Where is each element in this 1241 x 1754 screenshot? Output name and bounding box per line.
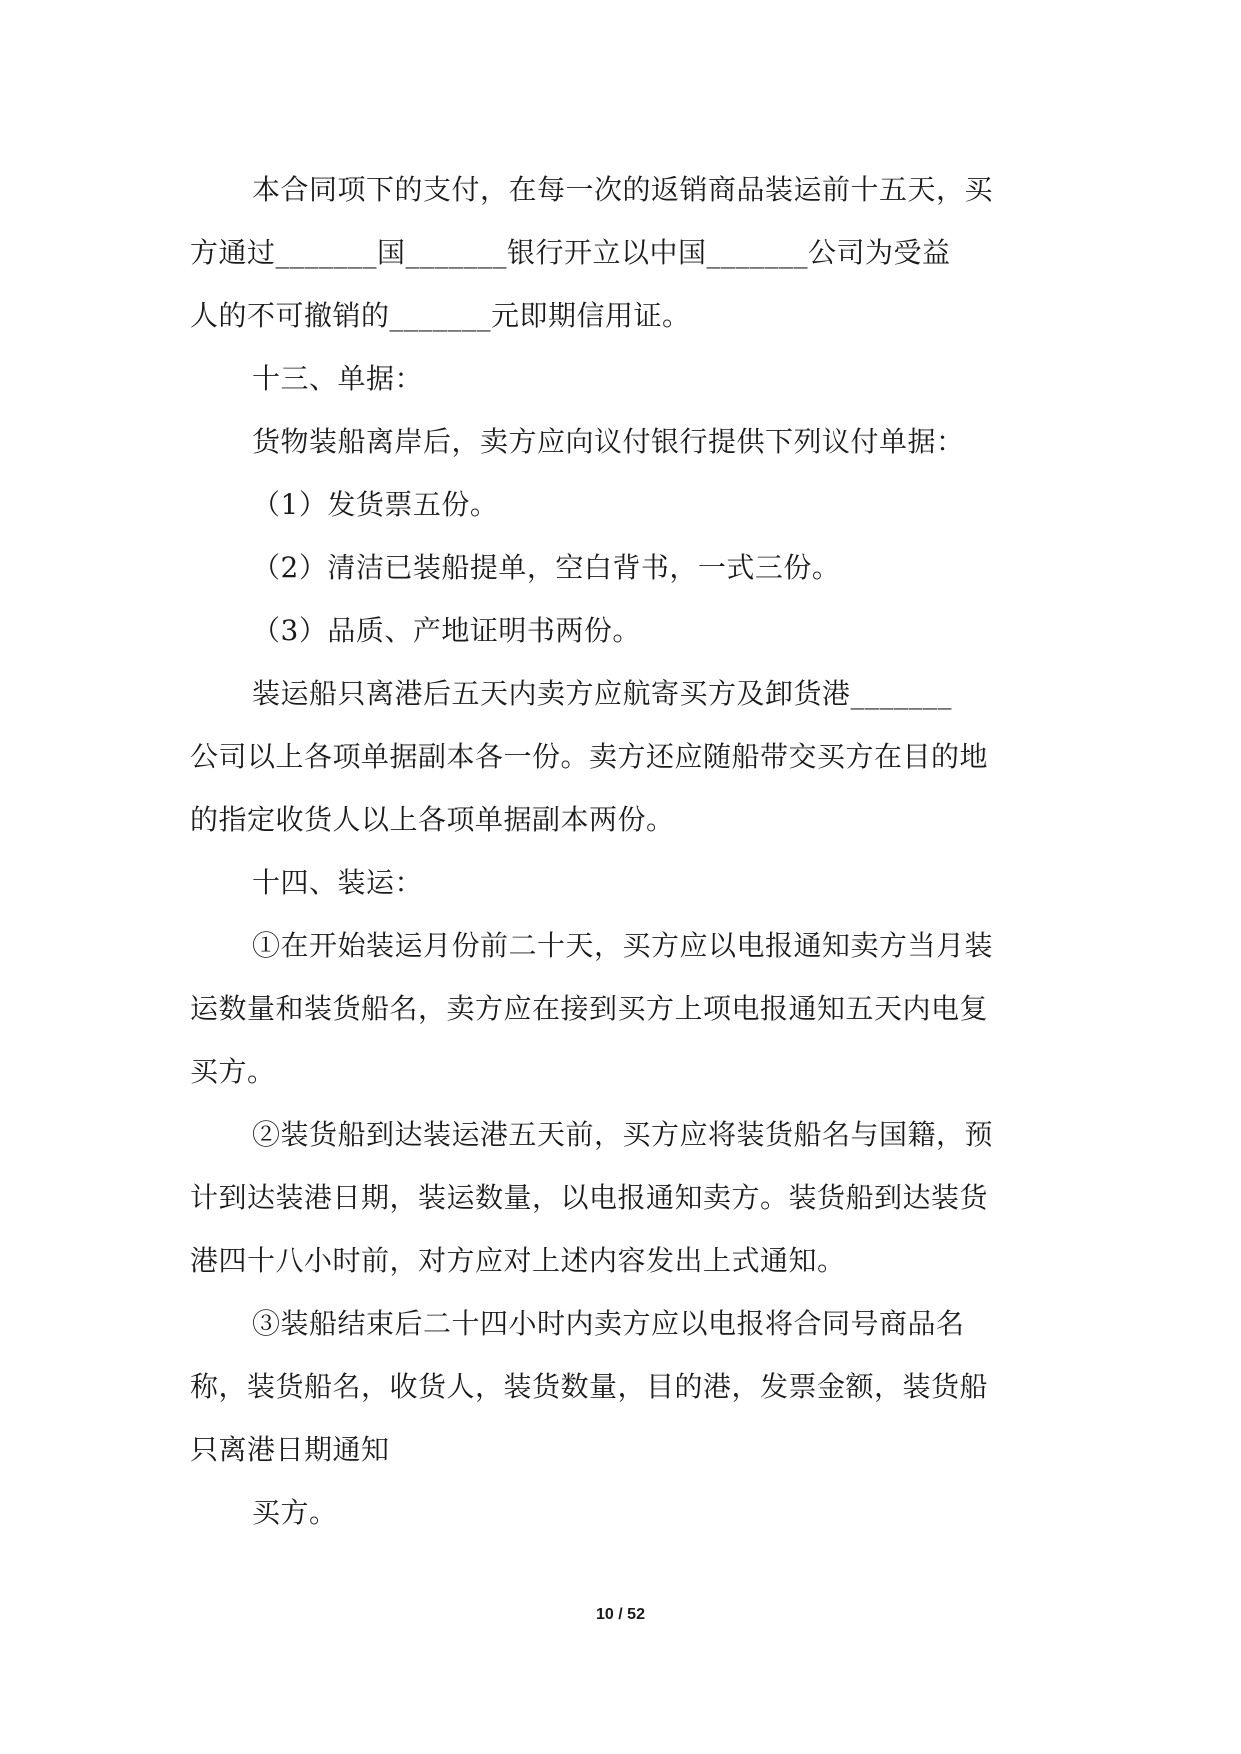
document-list-item-2 xyxy=(190,536,1060,599)
section-14-heading xyxy=(190,851,1060,914)
page-number: 10 / 52 xyxy=(596,1606,645,1623)
text-line: （2）清洁已装船提单，空白背书，一式三份。 xyxy=(252,551,841,584)
payment-clause-paragraph xyxy=(190,158,1060,347)
document-body xyxy=(190,158,1060,1544)
shipment-item-3-paragraph xyxy=(190,1292,1060,1481)
text-line: ②装货船到达装运港五天前，买方应将装货船名与国籍，预 xyxy=(252,1118,994,1151)
shipment-item-1-paragraph xyxy=(190,914,1060,1103)
document-list-item-3 xyxy=(190,599,1060,662)
text-line: ③装船结束后二十四小时内卖方应以电报将合同号商品名 xyxy=(252,1307,965,1340)
text-line: （1）发货票五份。 xyxy=(252,488,499,521)
airmail-copies-paragraph xyxy=(190,662,1060,851)
text-line: 本合同项下的支付，在每一次的返销商品装运前十五天，买 xyxy=(252,173,994,206)
text-line: 货物装船离岸后，卖方应向议付银行提供下列议付单据： xyxy=(252,425,965,458)
text-line: 人的不可撤销的_______元即期信用证。 xyxy=(190,299,691,332)
text-line: 只离港日期通知 xyxy=(190,1433,390,1466)
text-line: ①在开始装运月份前二十天，买方应以电报通知卖方当月装 xyxy=(252,929,994,962)
text-line: 的指定收货人以上各项单据副本两份。 xyxy=(190,803,675,836)
shipment-item-3-tail-paragraph xyxy=(190,1481,1060,1544)
documents-intro-paragraph xyxy=(190,410,1060,473)
text-line: （3）品质、产地证明书两份。 xyxy=(252,614,641,647)
text-line: 计到达装港日期，装运数量，以电报通知卖方。装货船到达装货 xyxy=(190,1181,989,1214)
document-list-item-1 xyxy=(190,473,1060,536)
section-13-heading xyxy=(190,347,1060,410)
text-line: 港四十八小时前，对方应对上述内容发出上式通知。 xyxy=(190,1244,846,1277)
text-line: 买方。 xyxy=(190,1055,276,1088)
section-heading-text: 十三、单据： xyxy=(252,362,424,395)
text-line: 公司以上各项单据副本各一份。卖方还应随船带交买方在目的地 xyxy=(190,740,989,773)
text-line: 装运船只离港后五天内卖方应航寄买方及卸货港_______ xyxy=(252,677,953,710)
text-line: 称，装货船名，收货人，装货数量，目的港，发票金额，装货船 xyxy=(190,1370,989,1403)
section-heading-text: 十四、装运： xyxy=(252,866,424,899)
shipment-item-2-paragraph xyxy=(190,1103,1060,1292)
text-line: 方通过_______国_______银行开立以中国_______公司为受益 xyxy=(190,236,951,269)
text-line: 运数量和装货船名，卖方应在接到买方上项电报通知五天内电复 xyxy=(190,992,989,1025)
text-line: 买方。 xyxy=(252,1496,338,1529)
